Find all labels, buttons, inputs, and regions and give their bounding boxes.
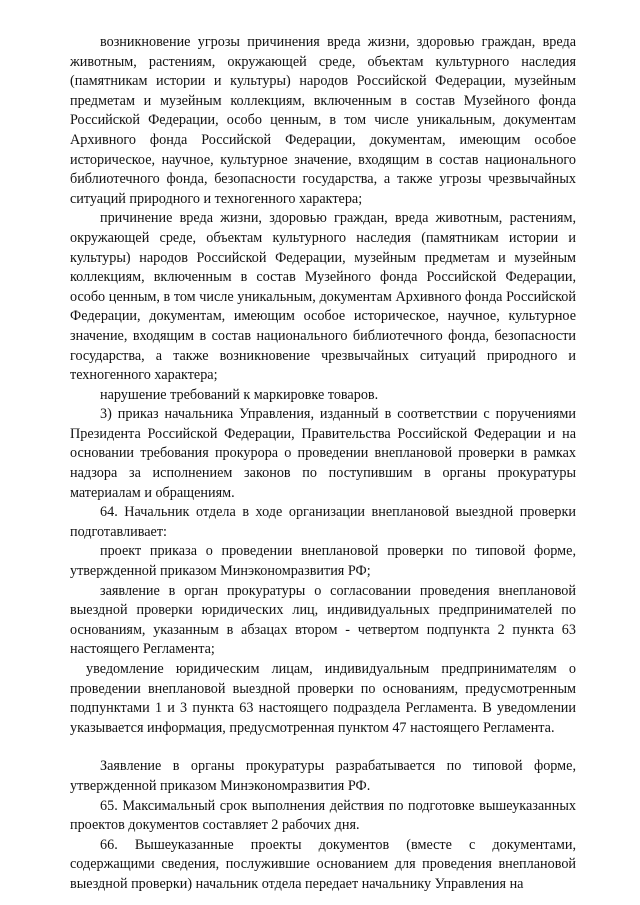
paragraph-clause-64: 64. Начальник отдела в ходе организации внеплановой выездной проверки подготавливает: — [70, 504, 576, 540]
paragraph-threat-of-harm: возникновение угрозы причинения вреда жизни, здоровью граждан, вреда животным, растениям, окружающей среде, объектам культурного наследия (памятникам истории и культуры) народов Российской Федерации, музейным предметам и музейным коллекциям, включенным в состав Музейного фонда Российской Федерации, особо ценным, в том числе уникальным, документам Архивного фонда Российской Федерации, документам, имеющим особое историческое, научное, культурное значение, входящим в состав национального библиотечного фонда, безопасности государства, а также угрозы чрезвычайных ситуаций природного и техногенного характера; — [70, 34, 576, 207]
paragraph-notification: уведомление юридическим лицам, индивидуальным предпринимателям о проведении внеплановой выездной проверки по основаниям, предусмотренным подпунктами 1 и 3 пункта 63 настоящего подраздела Регламента. В уведомлении указывается информация, предусмотренная пунктом 47 настоящего Регламента. — [70, 661, 576, 736]
paragraph-draft-order: проект приказа о проведении внеплановой проверки по типовой форме, утвержденной приказом Минэкономразвития РФ; — [70, 543, 576, 580]
paragraph-application-form: Заявление в органы прокуратуры разрабатывается по типовой форме, утвержденной приказом Минэкономразвития РФ. — [70, 758, 576, 794]
blank-line — [70, 738, 576, 757]
paragraph-labeling-violation: нарушение требований к маркировке товаров. — [100, 386, 379, 403]
paragraph-clause-65: 65. Максимальный срок выполнения действия по подготовке вышеуказанных проектов документов составляет 2 рабочих дня. — [70, 797, 576, 834]
paragraph-order-item-3: 3) приказ начальника Управления, изданный в соответствии с поручениями Президента Российской Федерации, Правительства Российской Федерации и на основании требования прокурора о проведении внеплановой проверки в рамках надзора за исполнением законов по поступившим в органы прокуратуры материалам и обращениям. — [70, 406, 576, 501]
paragraph-clause-66: 66. Вышеуказанные проекты документов (вместе с документами, содержащими сведения, послужившие основанием для проведения внеплановой выездной проверки) начальник отдела передает начальнику Управления на — [70, 836, 576, 892]
paragraph-harm-caused: причинение вреда жизни, здоровью граждан, вреда животным, растениям, окружающей среде, объектам культурного наследия (памятникам истории и культуры) народов Российской Федерации, музейным предметам и музейным коллекциям, включенным в состав Музейного фонда Российской Федерации, особо ценным, в том числе уникальным, документам Архивного фонда Российской Федерации, документам, имеющим особое историческое, научное, культурное значение, входящим в состав национального библиотечного фонда, безопасности государства, а также возникновение чрезвычайных ситуаций природного и техногенного характера; — [70, 210, 576, 384]
document-body — [70, 33, 576, 895]
paragraph-prosecutor-application: заявление в орган прокуратуры о согласовании проведения внеплановой выездной проверки юридических лиц, индивидуальных предпринимателей по основаниям, указанным в абзацах втором - четвертом подпункта 2 пункта 63 настоящего Регламента; — [70, 582, 576, 658]
